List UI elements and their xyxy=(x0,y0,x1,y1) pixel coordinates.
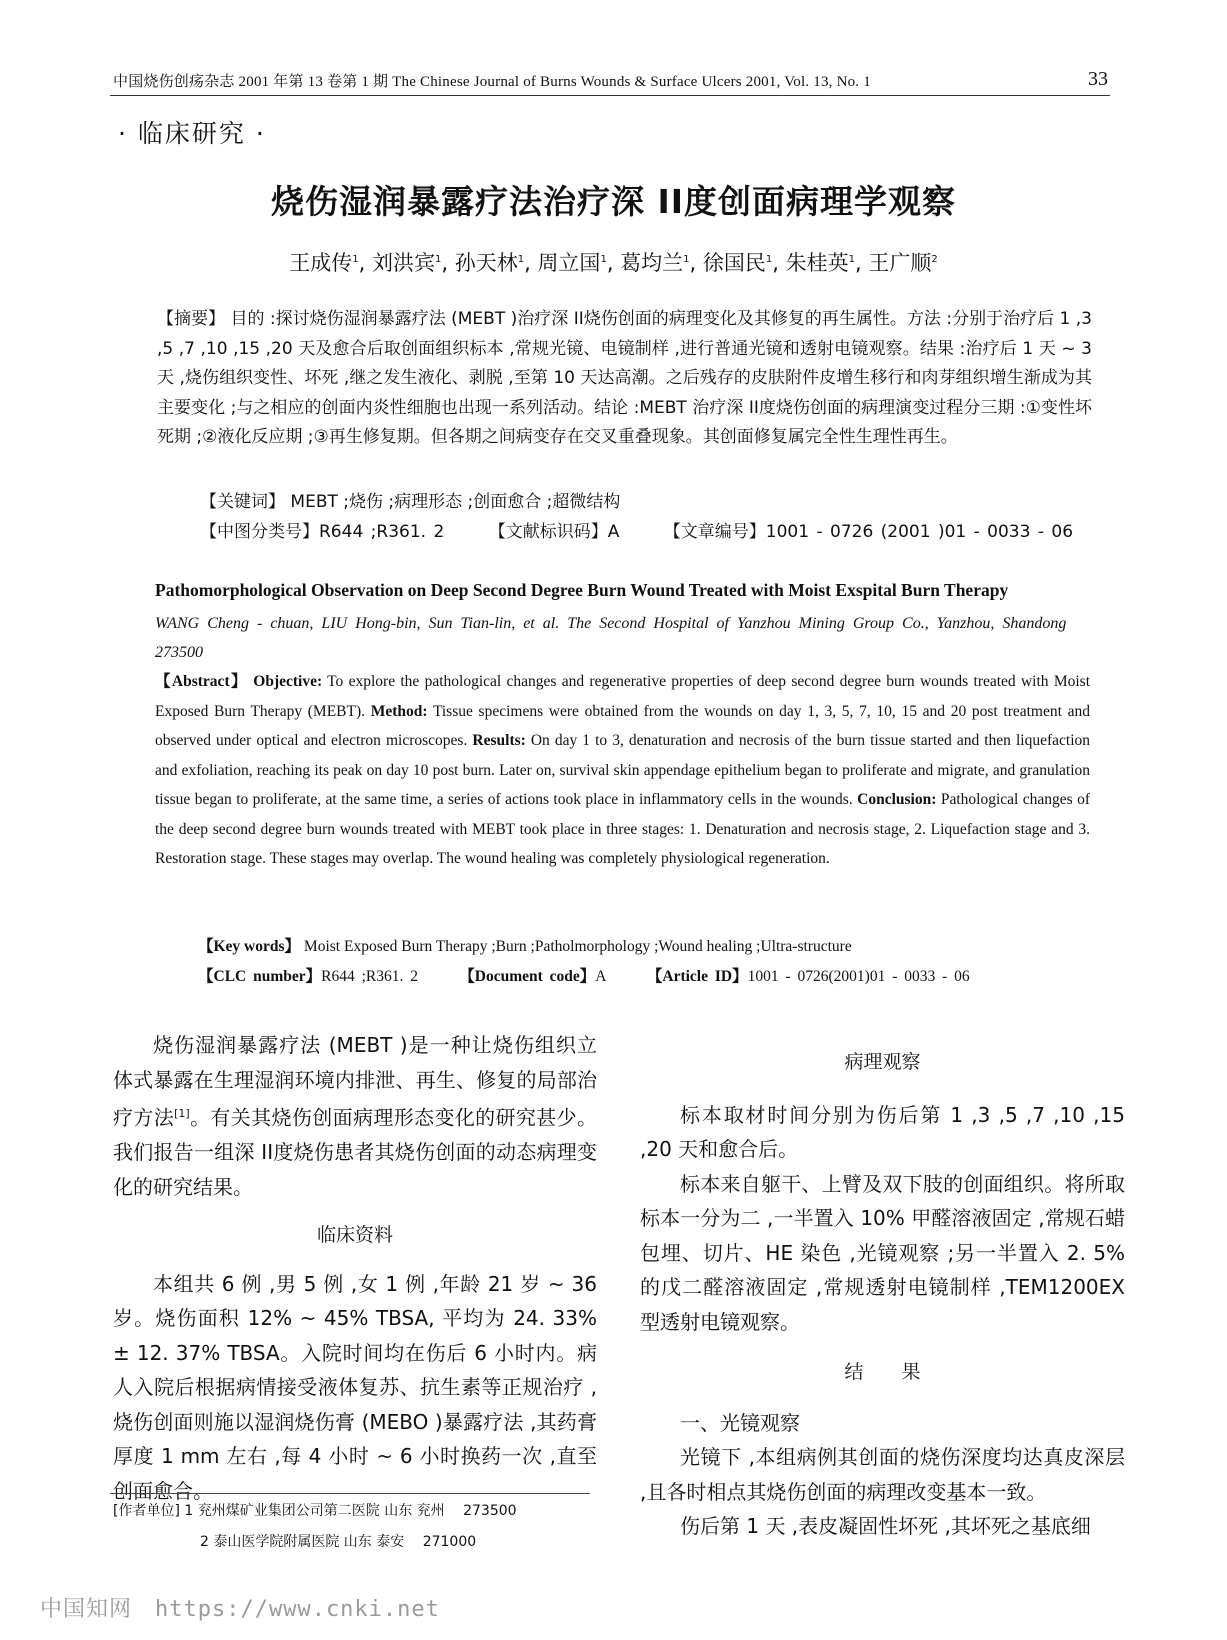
affiliation-1 xyxy=(113,1500,517,1520)
pathology-paragraph-1: 标本取材时间分别为伤后第 1 ,3 ,5 ,7 ,10 ,15 ,20 天和愈合后。 xyxy=(640,1102,1125,1161)
citation: [1] xyxy=(174,1107,190,1120)
affiliation-2: 2 泰山医学院附属医院 山东 泰安 271000 xyxy=(200,1534,477,1550)
footnote-rule xyxy=(110,1493,590,1494)
method-text: Tissue specimens were obtained from the wounds on day 1, 3, 5, 7, 10, 15 and 20 post treatment and observed under optical and electron microscopes. xyxy=(155,702,1090,749)
cn-abstract xyxy=(157,305,1092,453)
author-list xyxy=(0,247,1227,277)
en-keywords-label: 【Key words】 xyxy=(198,938,301,955)
intro-paragraph: 烧伤湿润暴露疗法 (MEBT )是一种让烧伤组织立体式暴露在生理湿润环境内排泄、再生、修复的局部治疗方法[1]。有关其烧伤创面病理形态变化的研究甚少。我们报告一组深 II度烧伤患者其烧伤创面的动态病理变化的研究结果。 xyxy=(113,1033,598,1199)
author: 葛均兰$^1$, xyxy=(620,251,703,275)
cn-keywords-text: MEBT ;烧伤 ;病理形态 ;创面愈合 ;超微结构 xyxy=(290,492,621,512)
subheading-light-microscopy: 一、光镜观察 xyxy=(680,1410,800,1435)
affiliation-1-text: 1 兖州煤矿业集团公司第二医院 山东 兖州 273500 xyxy=(184,1503,517,1519)
section-tag: · 临床研究 · xyxy=(118,119,266,148)
section-heading-clinical: 临床资料 xyxy=(316,1224,393,1247)
author: 徐国民$^1$, xyxy=(702,251,786,275)
cn-doc: A xyxy=(607,522,620,542)
cn-keywords xyxy=(200,488,1090,518)
author: 周立国$^1$, xyxy=(537,251,621,275)
en-id-label: 【Article ID】 xyxy=(646,968,748,985)
results-label: Results: xyxy=(472,732,526,749)
objective-label: Objective: xyxy=(253,673,323,690)
en-abstract xyxy=(155,667,1090,874)
cn-abstract-text: 目的 :探讨烧伤湿润暴露疗法 (MEBT )治疗深 II烧伤创面的病理变化及其修复的再生属性。方法 :分别于治疗后 1 ,3 ,5 ,7 ,10 ,15 ,20 天及愈合后取创面组织标本 ,常规光镜、电镜制样 ,进行普通光镜和透射电镜观察。结果 :治疗后 1 天 ~ 3 天 ,烧伤组织变性、坏死 ,继之发生液化、剥脱 ,至第 10 天达高潮。之后残存的皮肤附件皮增生移行和肉芽组织增生渐成为其主要变化 ;与之相应的创面内炎性细胞也出现一系列活动。结论 :MEBT 治疗深 II度烧伤创面的病理演变过程分三期 :①变性坏死期 ;②液化反应期 ;③再生修复期。但各期之间病变存在交叉重叠现象。其创面修复属完全性生理性再生。 xyxy=(157,309,1093,447)
en-doc: A xyxy=(595,968,606,985)
cn-abstract-label: 【摘要】 xyxy=(157,309,226,329)
cn-clc-label: 【中图分类号】 xyxy=(200,522,319,542)
en-classification xyxy=(198,964,1088,986)
results-paragraph-1: 光镜下 ,本组病例其创面的烧伤深度均达真皮深层 ,且各时相点其烧伤创面的病理改变基本一致。 xyxy=(640,1445,1125,1504)
cn-clc: R644 ;R361. 2 xyxy=(319,522,445,542)
en-clc: R644 ;R361. 2 xyxy=(321,968,418,985)
en-keywords xyxy=(198,934,1088,956)
en-abstract-label: 【Abstract】 xyxy=(155,673,248,690)
cn-classification xyxy=(200,518,1090,548)
conclusion-label: Conclusion: xyxy=(857,791,937,808)
cn-id: 1001 - 0726 (2001 )01 - 0033 - 06 xyxy=(765,522,1074,542)
section-heading-results: 结 果 xyxy=(844,1361,921,1383)
header-rule xyxy=(110,95,1110,96)
conclusion-text: Pathological changes of the deep second degree burn wounds treated with MEBT took place in three stages: 1. Denaturation and necrosis stage, 2. Liquefaction stage and 3. Restoration stage. These stages may overlap. The wound healing was completely physiological regeneration. xyxy=(155,791,1091,867)
author: 朱桂英$^1$, xyxy=(785,251,869,275)
en-title: Pathomorphological Observation on Deep Second Degree Burn Wound Treated with Moist Exspital Burn Therapy xyxy=(155,580,1009,600)
method-label: Method: xyxy=(370,702,428,720)
author: 王成传$^1$, xyxy=(289,251,372,275)
affiliation-label: [作者单位] xyxy=(113,1503,180,1519)
section-heading-pathology: 病理观察 xyxy=(844,1051,921,1073)
en-clc-label: 【CLC number】 xyxy=(198,968,322,985)
results-text: On day 1 to 3, denaturation and necrosis of the burn tissue started and then liquefaction and exfoliation, reaching its peak on day 10 post burn. Later on, survival skin appendage epithelium began to proliferate and migrate, and granulation tissue began to proliferate, at the same time, a series of actions took place in inflammatory cells in the wounds. xyxy=(155,732,1091,808)
cn-keywords-label: 【关键词】 xyxy=(200,492,285,512)
page-number: 33 xyxy=(1088,68,1108,90)
body-right-column xyxy=(640,1045,1125,1544)
en-authors: WANG Cheng - chuan, LIU Hong-bin, Sun Tian-lin, et al. The Second Hospital of Yanzhou Mining Group Co., Yanzhou, Shandong 273500 xyxy=(155,615,1067,661)
objective-text: To explore the pathological changes and regenerative properties of deep second degree burn wounds treated with Moist Exposed Burn Therapy (MEBT). xyxy=(155,673,1091,720)
cn-doc-label: 【文献标识码】 xyxy=(488,522,608,542)
author: 王广顺$^2$ xyxy=(868,251,938,275)
pathology-paragraph-2: 标本来自躯干、上臂及双下肢的创面组织。将所取标本一分为二 ,一半置入 10% 甲醛溶液固定 ,常规石蜡包埋、切片、HE 染色 ,光镜观察 ;另一半置入 2. 5% 的戊二醛溶液固定 ,常规透射电镜制样 ,TEM1200EX 型透射电镜观察。 xyxy=(640,1171,1125,1334)
cn-id-label: 【文章编号】 xyxy=(663,522,766,542)
paper-title: 烧伤湿润暴露疗法治疗深 II度创面病理学观察 xyxy=(270,182,957,221)
cnki-watermark: 中国知网 https://www.cnki.net xyxy=(40,1597,440,1622)
running-header: 中国烧伤创疡杂志 2001 年第 13 卷第 1 期 The Chinese Journal of Burns Wounds & Surface Ulcers 2001, Vol. 13, No. 1 xyxy=(113,74,871,90)
clinical-paragraph: 本组共 6 例 ,男 5 例 ,女 1 例 ,年龄 21 岁 ~ 36 岁。烧伤面积 12% ~ 45% TBSA, 平均为 24. 33% ± 12. 37% TBSA。入院时间均在伤后 6 小时内。病人入院后根据病情接受液体复苏、抗生素等正规治疗 ,烧伤创面则施以湿润烧伤膏 (MEBO )暴露疗法 ,其药膏厚度 1 mm 左右 ,每 4 小时 ~ 6 小时换药一次 ,直至创面愈合。 xyxy=(113,1271,597,1503)
results-paragraph-2: 伤后第 1 天 ,表皮凝固性坏死 ,其坏死之基底细 xyxy=(680,1514,1091,1538)
en-doc-label: 【Document code】 xyxy=(459,968,596,985)
en-id: 1001 - 0726(2001)01 - 0033 - 06 xyxy=(747,968,970,985)
en-keywords-text: Moist Exposed Burn Therapy ;Burn ;Patholmorphology ;Wound healing ;Ultra-structure xyxy=(303,938,852,955)
author: 刘洪宾$^1$, xyxy=(371,251,455,275)
body-left-column xyxy=(113,1028,597,1508)
author: 孙天林$^1$, xyxy=(454,251,538,275)
